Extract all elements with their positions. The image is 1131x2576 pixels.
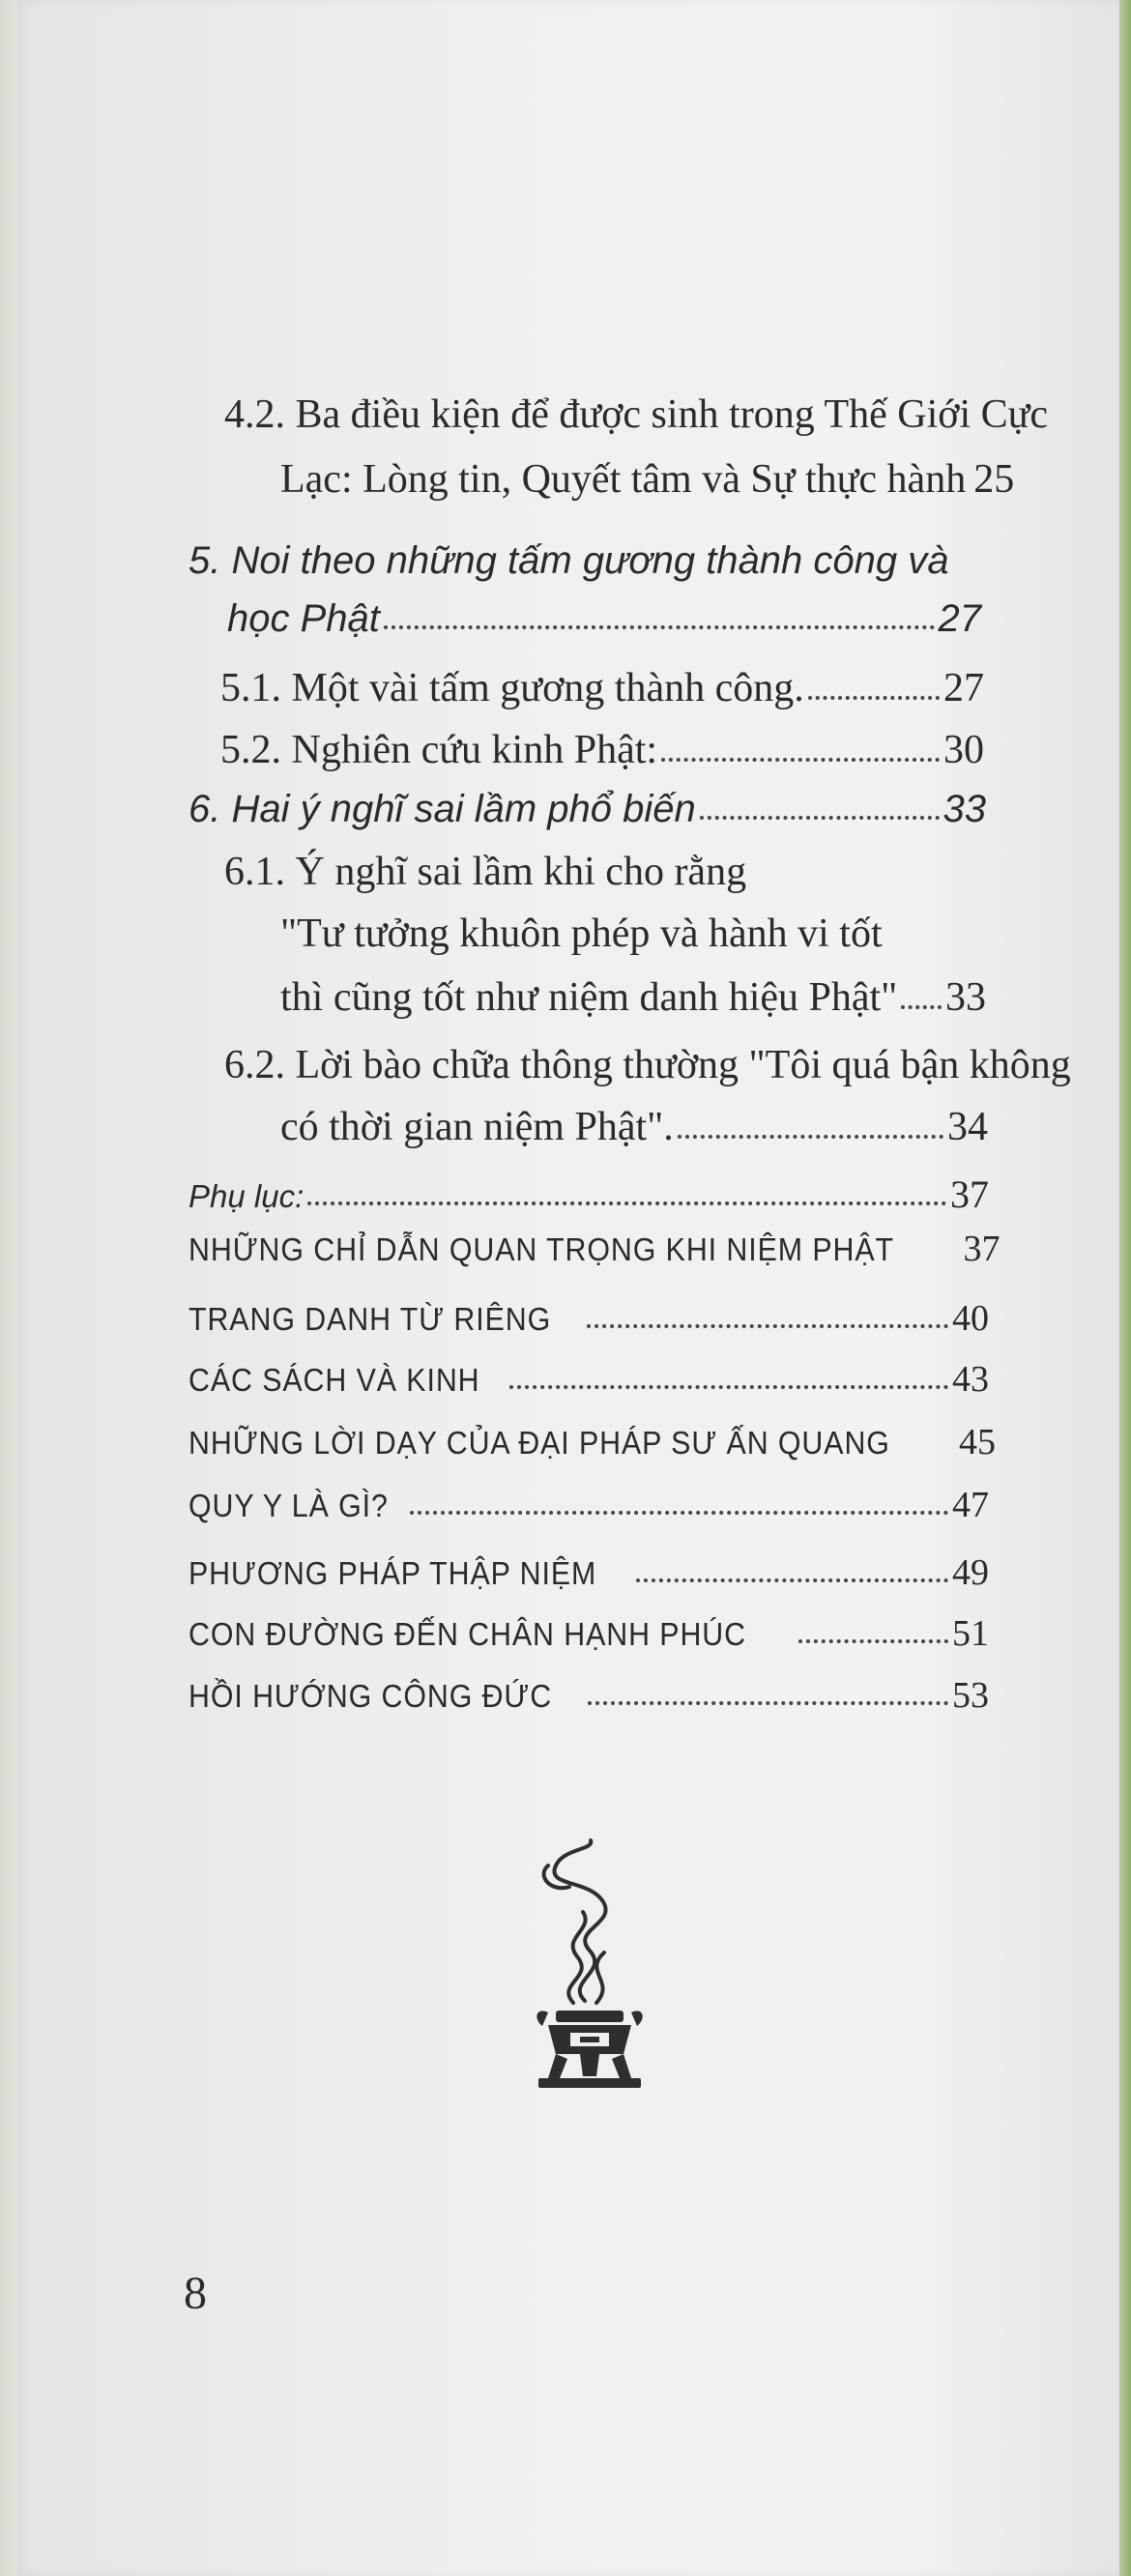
toc-entry-5-1 xyxy=(220,665,984,711)
toc-entry-6-1 xyxy=(280,974,986,1021)
leader-dots xyxy=(901,1005,942,1009)
book-page xyxy=(17,0,1119,2576)
leader-dots xyxy=(307,1201,946,1205)
toc-entry-4-2 xyxy=(280,456,1015,503)
toc-appendix-item-title: HỒI HƯỚNG CÔNG ĐỨC xyxy=(188,1678,553,1714)
toc-page-number: 37 xyxy=(950,1172,989,1216)
toc-entry-6-2 xyxy=(280,1104,988,1150)
leader-dots xyxy=(588,1701,948,1705)
incense-burner-icon xyxy=(527,1837,652,2107)
toc-appendix-item xyxy=(188,1612,989,1655)
toc-page-number: 30 xyxy=(943,728,984,772)
toc-page-number: 45 xyxy=(958,1422,996,1462)
toc-page-number: 33 xyxy=(945,975,986,1020)
leader-dots xyxy=(509,1385,948,1389)
page-number: 8 xyxy=(184,2268,207,2319)
toc-appendix-item-title: TRANG DANH TỪ RIÊNG xyxy=(188,1301,552,1337)
toc-page-number: 27 xyxy=(943,666,984,710)
leader-dots xyxy=(587,1324,948,1328)
toc-entry-title: 5.2. Nghiên cứu kinh Phật: xyxy=(220,728,658,772)
leader-dots xyxy=(808,696,940,700)
toc-page-number: 27 xyxy=(938,597,981,640)
toc-appendix-item-title: QUY Y LÀ GÌ? xyxy=(188,1488,389,1523)
toc-entry-6-2-line2: có thời gian niệm Phật". xyxy=(280,1105,674,1149)
toc-appendix-item-title: NHỮNG CHỈ DẪN QUAN TRỌNG KHI NIỆM PHẬT xyxy=(188,1231,894,1267)
toc-entry-5-2 xyxy=(220,727,984,773)
page-edge-right xyxy=(1119,0,1131,2576)
toc-appendix-item xyxy=(188,1551,989,1594)
toc-appendix-item-title: CON ĐƯỜNG ĐẾN CHÂN HẠNH PHÚC xyxy=(188,1616,747,1652)
toc-page-number: 51 xyxy=(952,1613,989,1654)
leader-dots xyxy=(678,1135,943,1139)
toc-page-number: 34 xyxy=(947,1105,988,1149)
toc-page-number: 33 xyxy=(942,788,986,830)
leader-dots xyxy=(410,1511,948,1515)
leader-dots xyxy=(700,816,940,820)
toc-entry-5-line1: 5. Noi theo những tấm gương thành công và xyxy=(188,539,949,582)
toc-page-number: 49 xyxy=(952,1552,989,1593)
leader-dots xyxy=(384,625,935,629)
toc-page-number: 25 xyxy=(973,457,1015,502)
toc-entry-6-1-line2: "Tư tưởng khuôn phép và hành vi tốt xyxy=(280,912,883,956)
toc-appendix-item xyxy=(188,1228,1000,1270)
toc-entry-6-1-line1: 6.1. Ý nghĩ sai lầm khi cho rằng xyxy=(224,850,747,894)
toc-appendix-item-title: PHƯƠNG PHÁP THẬP NIỆM xyxy=(188,1555,597,1591)
toc-page-number: 43 xyxy=(952,1359,989,1400)
toc-entry-6-1-line3: thì cũng tốt như niệm danh hiệu Phật" xyxy=(280,975,898,1020)
leader-dots xyxy=(798,1639,948,1643)
toc-appendix-item xyxy=(188,1358,989,1401)
toc-entry-6 xyxy=(188,788,986,831)
page-edge-left xyxy=(0,0,17,2576)
toc-appendix xyxy=(188,1172,989,1217)
leader-dots xyxy=(661,758,940,762)
toc-appendix-title: Phụ lục: xyxy=(188,1178,304,1214)
toc-appendix-item xyxy=(188,1484,989,1526)
toc-appendix-item-title: NHỮNG LỜI DẠY CỦA ĐẠI PHÁP SƯ ẤN QUANG xyxy=(188,1425,890,1461)
toc-entry-title: 6. Hai ý nghĩ sai lầm phổ biến xyxy=(188,788,696,830)
toc-appendix-item xyxy=(188,1421,996,1463)
toc-entry-5 xyxy=(227,597,981,641)
toc-appendix-item xyxy=(188,1674,989,1717)
toc-page-number: 37 xyxy=(963,1229,1000,1269)
toc-page-number: 47 xyxy=(952,1485,989,1525)
toc-appendix-item xyxy=(188,1297,989,1340)
toc-entry-4-2-line2: Lạc: Lòng tin, Quyết tâm và Sự thực hành xyxy=(280,457,967,502)
leader-dots xyxy=(636,1578,948,1582)
toc-appendix-item-title: CÁC SÁCH VÀ KINH xyxy=(188,1362,480,1398)
toc-entry-4-2-line1: 4.2. Ba điều kiện để được sinh trong Thế Giới Cực xyxy=(224,392,1049,437)
toc-page-number: 53 xyxy=(952,1675,989,1716)
toc-page-number: 40 xyxy=(952,1298,989,1339)
toc-entry-6-2-line1: 6.2. Lời bào chữa thông thường "Tôi quá bận không xyxy=(224,1043,1071,1087)
toc-entry-5-line2: học Phật xyxy=(227,597,380,640)
toc-entry-title: 5.1. Một vài tấm gương thành công. xyxy=(220,666,804,710)
